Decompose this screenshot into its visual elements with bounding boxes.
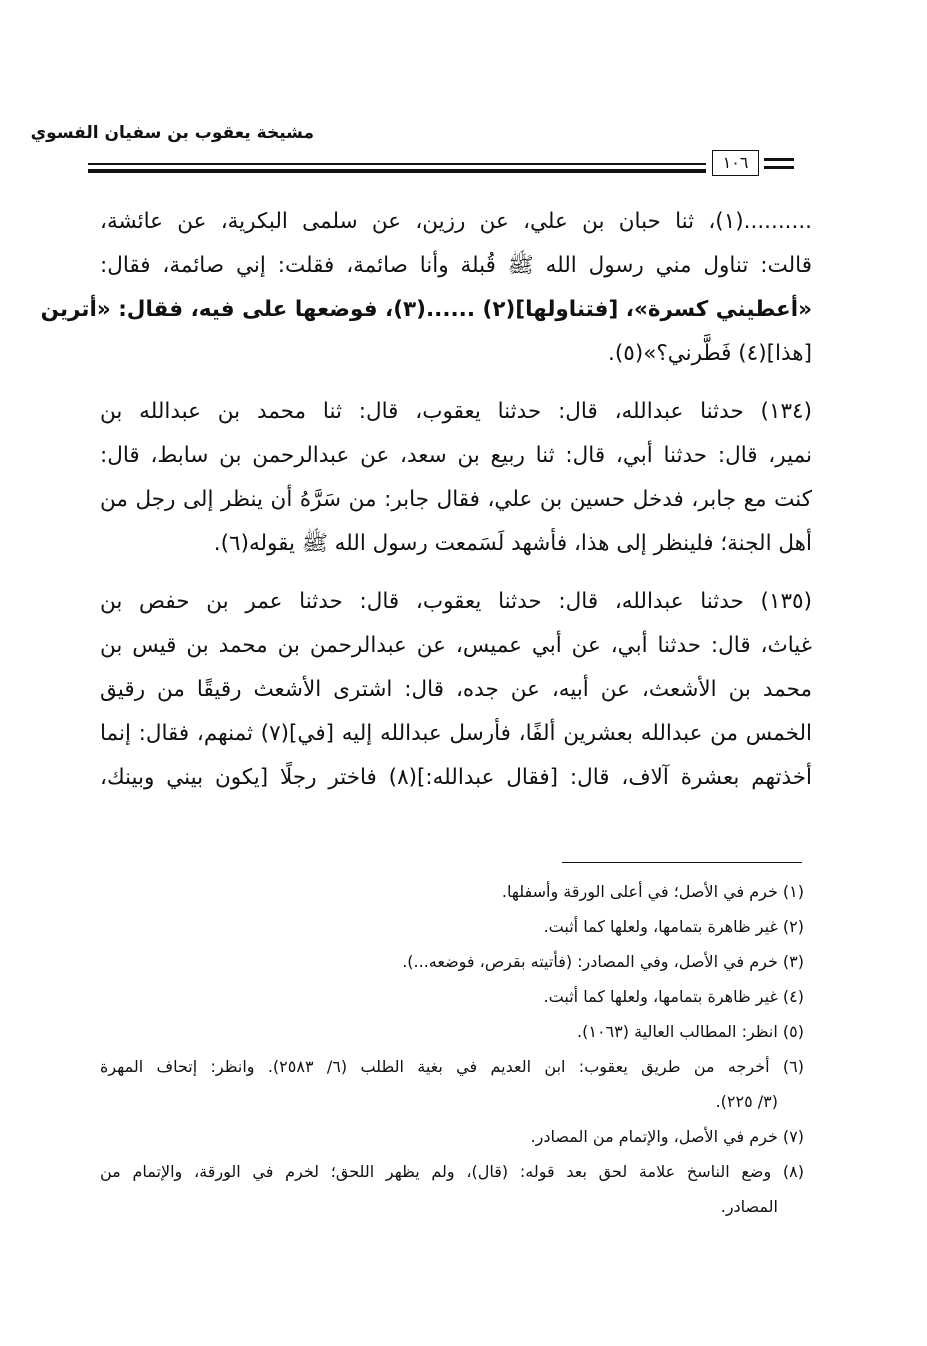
hadith-135-line-5: أخذتهم بعشرة آلاف، قال: [فقال عبدالله:](٨) فاختر رجلًا [يكون بيني وبينك، [100, 765, 813, 790]
hadith-135-line-1: (١٣٥) حدثنا عبدالله، قال: حدثنا يعقوب، قال: حدثنا عمر بن حفص بن [100, 589, 812, 614]
header-rule-thick [88, 169, 706, 173]
footnote-separator [562, 862, 802, 863]
page-number: ١٠٦ [712, 150, 759, 176]
footnote-8-continued: المصادر. [720, 1197, 778, 1216]
hadith-134-line-2: نمير، قال: حدثنا أبي، قال: ثنا ربيع بن سعد، عن عبدالرحمن بن سابط، قال: [100, 443, 812, 468]
hadith-134-line-1: (١٣٤) حدثنا عبدالله، قال: حدثنا يعقوب، قال: ثنا محمد بن عبدالله بن [100, 399, 812, 424]
footnote-4: (٤) غير ظاهرة بتمامها، ولعلها كما أثبت. [543, 987, 804, 1006]
footnote-6-continued: (٣/ ٢٢٥). [715, 1092, 778, 1111]
text-line-4: [هذا](٤) فَطَّرني؟»(٥). [608, 341, 812, 366]
hadith-134-line-3: كنت مع جابر، فدخل حسين بن علي، فقال جابر: من سَرَّهُ أن ينظر إلى رجل من [100, 487, 812, 512]
running-header-title: مشيخة يعقوب بن سفيان الفسوي [30, 123, 314, 143]
hadith-135-line-2: غياث، قال: حدثنا أبي، عن أبي عميس، عن عبدالرحمن بن محمد بن قيس بن [100, 633, 812, 658]
footnote-1: (١) خرم في الأصل؛ في أعلى الورقة وأسفلها. [501, 882, 804, 901]
hadith-134-line-4: أهل الجنة؛ فلينظر إلى هذا، فأشهد لَسَمعت رسول الله ﷺ يقوله(٦). [213, 531, 812, 556]
text-line-2: قالت: تناول مني رسول الله ﷺ قُبلة وأنا صائمة، فقلت: إني صائمة، فقال: [100, 253, 812, 278]
main-text [40, 200, 813, 800]
footnote-3: (٣) خرم في الأصل، وفي المصادر: (فأتيته بقرص، فوضعه...). [402, 952, 804, 971]
footnotes [100, 874, 804, 1224]
header-dash-bottom [764, 166, 794, 169]
text-line-1: ..........(١)، ثنا حبان بن علي، عن رزين، عن سلمى البكرية، عن عائشة، [100, 209, 812, 234]
footnote-8: (٨) وضع الناسخ علامة لحق بعد قوله: (قال)، ولم يظهر اللحق؛ لخرم في الورقة، والإتمام من [100, 1162, 804, 1181]
hadith-135-line-3: محمد بن الأشعث، عن أبيه، عن جده، قال: اشترى الأشعث رقيقًا من رقيق [100, 677, 812, 702]
header-dash-top [764, 158, 794, 161]
footnote-6: (٦) أخرجه من طريق يعقوب: ابن العديم في بغية الطلب (٦/ ٢٥٨٣). وانظر: إتحاف المهرة [100, 1057, 804, 1076]
footnote-7: (٧) خرم في الأصل، والإتمام من المصادر. [530, 1127, 804, 1146]
hadith-135-line-4: الخمس من عبدالله بعشرين ألفًا، فأرسل عبدالله إليه [في](٧) ثمنهم، فقال: إنما [100, 721, 812, 746]
text-line-3: «أعطيني كسرة»، [فتناولها](٢) ......(٣)، فوضعها على فيه، فقال: «أترين [40, 297, 812, 322]
footnote-2: (٢) غير ظاهرة بتمامها، ولعلها كما أثبت. [543, 917, 804, 936]
header-rule-thin [88, 163, 706, 165]
footnote-5: (٥) انظر: المطالب العالية (١٠٦٣). [577, 1022, 804, 1041]
